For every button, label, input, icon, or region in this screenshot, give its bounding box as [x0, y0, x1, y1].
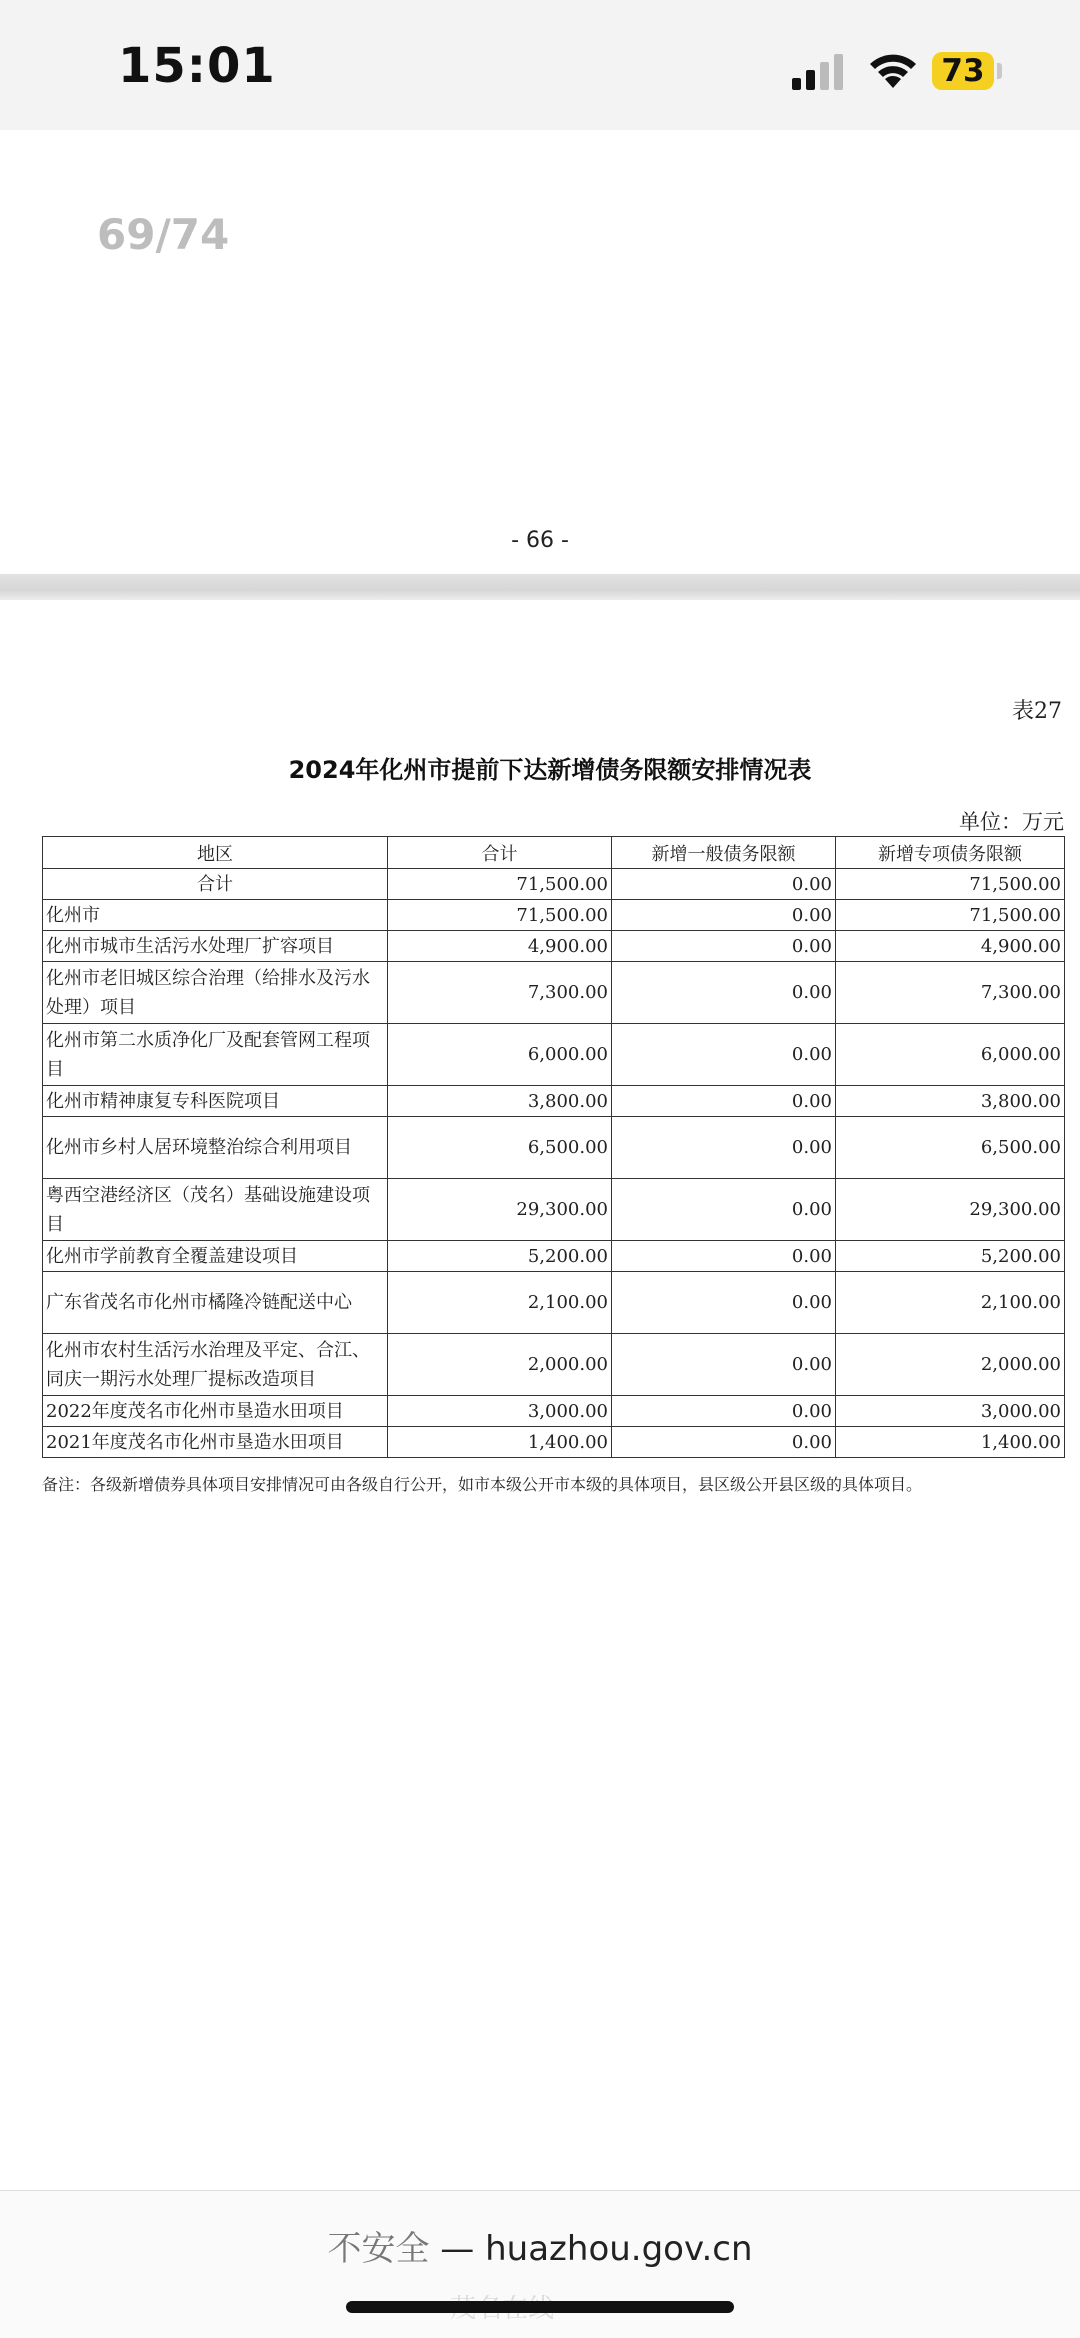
table-row: [43, 1117, 1065, 1179]
battery-tip: [997, 63, 1002, 79]
row-general: 0.00: [612, 962, 836, 1024]
row-total: 2,000.00: [388, 1334, 612, 1396]
table-row: [43, 1179, 1065, 1241]
debt-limit-table: [42, 836, 1065, 1458]
table-note: 备注：各级新增债券具体项目安排情况可由各级自行公开，如市本级公开市本级的具体项目，县区级公开县区级的具体项目。: [42, 1475, 923, 1494]
row-total: 3,800.00: [388, 1086, 612, 1117]
row-total: 7,300.00: [388, 962, 612, 1024]
row-general: 0.00: [612, 1179, 836, 1241]
url-domain: huazhou.gov.cn: [485, 2229, 753, 2269]
row-general: 0.00: [612, 931, 836, 962]
table-number: 表27: [1012, 699, 1062, 724]
row-general: 0.00: [612, 1241, 836, 1272]
row-special: 29,300.00: [836, 1179, 1065, 1241]
row-general: 0.00: [612, 1334, 836, 1396]
status-time: 15:01: [118, 38, 276, 94]
row-name: 化州市第二水质净化厂及配套管网工程项目: [43, 1024, 388, 1086]
url-separator: —: [440, 2229, 475, 2269]
url-display[interactable]: [0, 2221, 1080, 2270]
row-special: 3,000.00: [836, 1396, 1065, 1427]
cellular-signal-icon: [790, 52, 846, 92]
row-name: 化州市: [43, 900, 388, 931]
row-general: 0.00: [612, 1427, 836, 1458]
row-special: 6,500.00: [836, 1117, 1065, 1179]
status-bar: [0, 0, 1080, 130]
row-special: 5,200.00: [836, 1241, 1065, 1272]
row-total: 2,100.00: [388, 1272, 612, 1334]
row-special: 2,100.00: [836, 1272, 1065, 1334]
document-page: [0, 600, 1080, 2190]
header-general: 新增一般债务限额: [612, 837, 836, 869]
row-name: 合计: [43, 869, 388, 900]
row-general: 0.00: [612, 1272, 836, 1334]
row-name: 2021年度茂名市化州市垦造水田项目: [43, 1427, 388, 1458]
table-row: [43, 931, 1065, 962]
page-number: - 66 -: [511, 528, 569, 553]
row-total: 71,500.00: [388, 869, 612, 900]
row-name: 化州市老旧城区综合治理（给排水及污水处理）项目: [43, 962, 388, 1024]
page-counter: 69/74: [97, 210, 230, 259]
row-general: 0.00: [612, 1117, 836, 1179]
home-indicator[interactable]: [346, 2301, 734, 2313]
row-total: 4,900.00: [388, 931, 612, 962]
security-label: 不安全: [327, 2229, 430, 2269]
page-divider: [0, 574, 1080, 600]
row-name: 化州市学前教育全覆盖建设项目: [43, 1241, 388, 1272]
row-name: 化州市农村生活污水治理及平定、合江、同庆一期污水处理厂提标改造项目: [43, 1334, 388, 1396]
wifi-icon: [866, 48, 920, 90]
row-total: 1,400.00: [388, 1427, 612, 1458]
table-row: [43, 900, 1065, 931]
table-row: [43, 1396, 1065, 1427]
row-name: 化州市精神康复专科医院项目: [43, 1086, 388, 1117]
document-title: 2024年化州市提前下达新增债务限额安排情况表: [288, 756, 812, 784]
unit-label: 单位：万元: [959, 810, 1064, 834]
battery-icon: 73: [932, 52, 994, 90]
row-general: 0.00: [612, 1086, 836, 1117]
row-special: 7,300.00: [836, 962, 1065, 1024]
table-row: [43, 1241, 1065, 1272]
row-name: 化州市城市生活污水处理厂扩容项目: [43, 931, 388, 962]
row-special: 1,400.00: [836, 1427, 1065, 1458]
row-name: 粤西空港经济区（茂名）基础设施建设项目: [43, 1179, 388, 1241]
table-row: [43, 1272, 1065, 1334]
row-name: 广东省茂名市化州市橘隆冷链配送中心: [43, 1272, 388, 1334]
row-general: 0.00: [612, 1024, 836, 1086]
table-row: [43, 962, 1065, 1024]
header-region: 地区: [43, 837, 388, 869]
row-total: 29,300.00: [388, 1179, 612, 1241]
row-total: 3,000.00: [388, 1396, 612, 1427]
row-special: 6,000.00: [836, 1024, 1065, 1086]
row-general: 0.00: [612, 1396, 836, 1427]
table-row: [43, 1024, 1065, 1086]
row-special: 71,500.00: [836, 900, 1065, 931]
table-row: [43, 1334, 1065, 1396]
table-row: [43, 1427, 1065, 1458]
header-special: 新增专项债务限额: [836, 837, 1065, 869]
row-special: 4,900.00: [836, 931, 1065, 962]
row-total: 6,000.00: [388, 1024, 612, 1086]
row-general: 0.00: [612, 900, 836, 931]
row-special: 2,000.00: [836, 1334, 1065, 1396]
table-row: [43, 869, 1065, 900]
row-total: 6,500.00: [388, 1117, 612, 1179]
row-special: 3,800.00: [836, 1086, 1065, 1117]
header-total: 合计: [388, 837, 612, 869]
table-header-row: [43, 837, 1065, 869]
row-total: 71,500.00: [388, 900, 612, 931]
row-name: 2022年度茂名市化州市垦造水田项目: [43, 1396, 388, 1427]
row-name: 化州市乡村人居环境整治综合利用项目: [43, 1117, 388, 1179]
row-total: 5,200.00: [388, 1241, 612, 1272]
row-special: 71,500.00: [836, 869, 1065, 900]
row-general: 0.00: [612, 869, 836, 900]
table-row: [43, 1086, 1065, 1117]
